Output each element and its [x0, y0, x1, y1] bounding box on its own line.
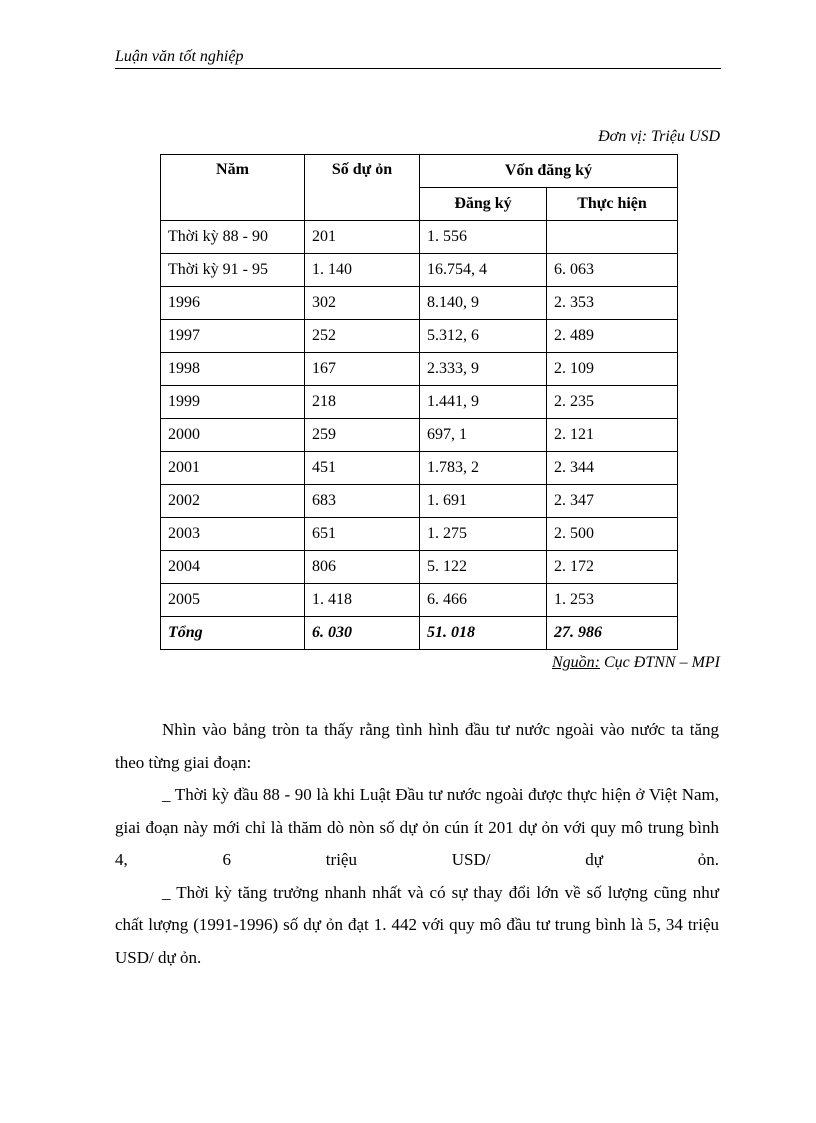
table-body: [161, 221, 678, 617]
cell-projects: 806: [305, 551, 420, 584]
cell-registered: 5.312, 6: [420, 320, 547, 353]
source-label: Nguồn:: [552, 654, 600, 671]
source-text: Cục ĐTNN – MPI: [600, 654, 720, 671]
table-row: [161, 485, 678, 518]
header-year: Năm: [161, 155, 305, 221]
cell-implemented: 2. 353: [547, 287, 678, 320]
cell-registered: 1.441, 9: [420, 386, 547, 419]
table-total-row: [161, 617, 678, 650]
table-row: [161, 452, 678, 485]
cell-implemented: [547, 221, 678, 254]
header-implemented: Thực hiện: [547, 188, 678, 221]
table-row: [161, 254, 678, 287]
cell-implemented: 2. 500: [547, 518, 678, 551]
table-row: [161, 287, 678, 320]
cell-projects: 167: [305, 353, 420, 386]
cell-period: 2002: [161, 485, 305, 518]
body-text: [115, 714, 719, 974]
cell-period: Thời kỳ 88 - 90: [161, 221, 305, 254]
cell-registered: 6. 466: [420, 584, 547, 617]
cell-period: 2004: [161, 551, 305, 584]
cell-projects: 259: [305, 419, 420, 452]
table-header-row: [161, 155, 678, 188]
cell-implemented: 2. 121: [547, 419, 678, 452]
unit-note: Đơn vị: Triệu USD: [598, 128, 720, 145]
source-note: [400, 654, 720, 672]
total-projects: 6. 030: [305, 617, 420, 650]
cell-period: 1997: [161, 320, 305, 353]
table-row: [161, 320, 678, 353]
cell-period: 1996: [161, 287, 305, 320]
cell-projects: 201: [305, 221, 420, 254]
page-header: Luận văn tốt nghiệp: [115, 48, 721, 69]
paragraph-intro: Nhìn vào bảng tròn ta thấy rằng tình hình đầu tư nước ngoài vào nước ta tăng theo từng giai đoạn:: [115, 720, 719, 772]
cell-implemented: 1. 253: [547, 584, 678, 617]
table-row: [161, 551, 678, 584]
cell-implemented: 2. 172: [547, 551, 678, 584]
cell-projects: 451: [305, 452, 420, 485]
cell-projects: 302: [305, 287, 420, 320]
cell-projects: 252: [305, 320, 420, 353]
cell-projects: 683: [305, 485, 420, 518]
header-projects: Số dự ỏn: [305, 155, 420, 221]
fdi-table: [160, 154, 678, 650]
total-implemented: 27. 986: [547, 617, 678, 650]
cell-projects: 1. 140: [305, 254, 420, 287]
cell-period: Thời kỳ 91 - 95: [161, 254, 305, 287]
cell-implemented: 2. 347: [547, 485, 678, 518]
cell-projects: 651: [305, 518, 420, 551]
table-row: [161, 584, 678, 617]
header-registered: Đăng ký: [420, 188, 547, 221]
cell-projects: 1. 418: [305, 584, 420, 617]
cell-period: 1998: [161, 353, 305, 386]
table-row: [161, 353, 678, 386]
total-label: Tổng: [161, 617, 305, 650]
header-capital: Vốn đăng ký: [420, 155, 678, 188]
total-registered: 51. 018: [420, 617, 547, 650]
table-row: [161, 386, 678, 419]
cell-implemented: 2. 489: [547, 320, 678, 353]
cell-registered: 16.754, 4: [420, 254, 547, 287]
table-row: [161, 518, 678, 551]
cell-implemented: 2. 235: [547, 386, 678, 419]
cell-period: 2001: [161, 452, 305, 485]
paragraph-period-88-90: _ Thời kỳ đầu 88 - 90 là khi Luật Đầu tư nước ngoài được thực hiện ở Việt Nam, giai đoạn này mới chỉ là thăm dò nòn số dự ỏn cún ít 201 dự ỏn với quy mô trung bình 4, 6 triệu USD/ dự ỏn.: [115, 785, 719, 869]
cell-registered: 1. 691: [420, 485, 547, 518]
cell-registered: 1. 275: [420, 518, 547, 551]
cell-projects: 218: [305, 386, 420, 419]
table-row: [161, 419, 678, 452]
cell-registered: 5. 122: [420, 551, 547, 584]
paragraph-period-91-96: _ Thời kỳ tăng trưởng nhanh nhất và có sự thay đổi lớn về số lượng cũng như chất lượng (1991-1996) số dự ỏn đạt 1. 442 với quy mô đầu tư trung bình là 5, 34 triệu USD/ dự ỏn.: [115, 882, 719, 967]
cell-implemented: 2. 344: [547, 452, 678, 485]
cell-period: 2005: [161, 584, 305, 617]
cell-registered: 1. 556: [420, 221, 547, 254]
table-row: [161, 221, 678, 254]
cell-implemented: 2. 109: [547, 353, 678, 386]
cell-registered: 8.140, 9: [420, 287, 547, 320]
cell-period: 2003: [161, 518, 305, 551]
cell-period: 1999: [161, 386, 305, 419]
cell-period: 2000: [161, 419, 305, 452]
cell-implemented: 6. 063: [547, 254, 678, 287]
cell-registered: 1.783, 2: [420, 452, 547, 485]
cell-registered: 2.333, 9: [420, 353, 547, 386]
cell-registered: 697, 1: [420, 419, 547, 452]
